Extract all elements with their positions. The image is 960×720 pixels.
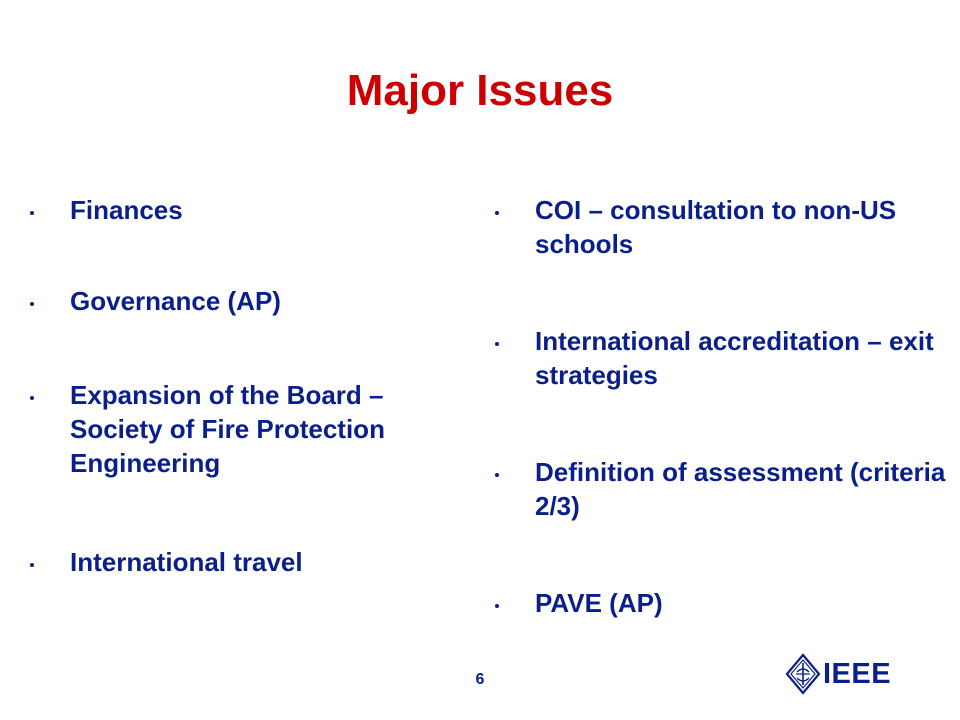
bullet-item [495, 324, 960, 392]
bullet-dot-icon [30, 396, 34, 400]
bullet-item [495, 586, 960, 620]
bullet-text: COI – consultation to non-US schools [535, 195, 897, 259]
bullet-text: Finances [70, 195, 183, 225]
ieee-diamond-icon [785, 652, 821, 696]
bullet-item [495, 193, 960, 261]
bullet-text: Governance (AP) [70, 286, 281, 316]
bullet-text: International travel [70, 547, 303, 577]
ieee-logo [785, 652, 915, 696]
bullet-dot-icon [30, 563, 34, 567]
bullet-dot-icon [30, 302, 34, 306]
logo-text: IEEE [823, 658, 892, 690]
bullet-dot-icon [495, 604, 499, 608]
bullet-item [30, 193, 470, 227]
bullet-dot-icon [495, 211, 499, 215]
bullet-dot-icon [30, 211, 34, 215]
bullet-dot-icon [495, 473, 499, 477]
bullet-dot-icon [495, 342, 499, 346]
bullet-text: Definition of assessment (criteria 2/3) [535, 457, 946, 521]
slide-title: Major Issues [346, 66, 614, 115]
bullet-item [495, 455, 960, 523]
page-number: 6 [475, 671, 485, 688]
bullet-item [30, 284, 470, 318]
bullet-text: International accreditation – exit strategies [535, 326, 934, 390]
bullet-text: PAVE (AP) [535, 588, 663, 618]
bullet-item [30, 378, 470, 480]
bullet-item [30, 545, 470, 579]
bullet-text: Expansion of the Board – Society of Fire Protection Engineering [70, 380, 385, 478]
